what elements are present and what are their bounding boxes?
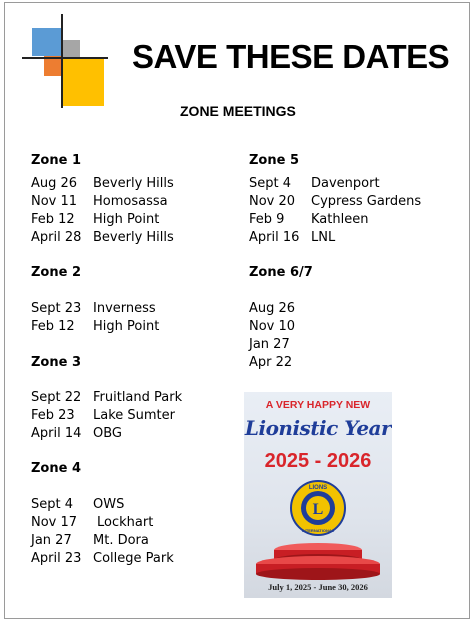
page-subtitle: ZONE MEETINGS — [180, 103, 296, 119]
meeting-date: Apr 22 — [249, 355, 293, 370]
meeting-date: Sept 4 — [31, 497, 74, 512]
meeting-location: Davenport — [311, 176, 380, 191]
meeting-date: Feb 23 — [31, 408, 75, 423]
meeting-date: Aug 26 — [249, 301, 296, 316]
logo-squares — [22, 14, 108, 110]
meeting-date: April 14 — [31, 426, 82, 441]
meeting-row — [31, 211, 160, 229]
meeting-date: Sept 23 — [31, 301, 82, 316]
meeting-date: April 23 — [31, 551, 82, 566]
meeting-date: Nov 20 — [249, 194, 296, 209]
meeting-row — [249, 336, 290, 354]
poster-top-text: A VERY HAPPY NEW — [265, 399, 371, 411]
logo-orange-square — [44, 56, 62, 76]
meeting-date: Feb 12 — [31, 319, 75, 334]
meeting-row — [31, 496, 125, 514]
lionistic-year-poster — [244, 392, 392, 598]
logo-gray-square — [62, 40, 80, 58]
meeting-location: Beverly Hills — [93, 176, 174, 191]
meeting-location: Lake Sumter — [93, 408, 175, 423]
emblem-letter: L — [312, 501, 324, 518]
meeting-row — [249, 318, 295, 336]
zone-heading: Zone 6/7 — [249, 265, 313, 280]
meeting-location: Inverness — [93, 301, 156, 316]
poster-years: 2025 - 2026 — [264, 450, 372, 472]
meeting-location: Lockhart — [97, 515, 154, 530]
meeting-date: Jan 27 — [249, 337, 290, 352]
meeting-location: Mt. Dora — [93, 533, 149, 548]
meeting-date: Nov 17 — [31, 515, 78, 530]
meeting-row — [249, 229, 336, 247]
emblem-bottom-text: INTERNATIONAL — [301, 528, 335, 533]
meeting-date: Aug 26 — [31, 176, 78, 191]
zone-heading: Zone 3 — [31, 355, 82, 370]
meeting-row — [31, 514, 154, 532]
meeting-row — [31, 229, 174, 247]
meeting-row — [31, 407, 175, 425]
meeting-location: High Point — [93, 319, 160, 334]
meeting-date: Nov 11 — [31, 194, 78, 209]
meeting-location: Beverly Hills — [93, 230, 174, 245]
meeting-row — [249, 211, 369, 229]
meeting-row — [249, 193, 422, 211]
meeting-location: OBG — [93, 426, 122, 441]
lions-emblem-podium-illustration — [244, 478, 392, 582]
meeting-location: College Park — [93, 551, 174, 566]
meeting-row — [31, 175, 174, 193]
meeting-location: Kathleen — [311, 212, 369, 227]
meeting-date: Sept 22 — [31, 390, 82, 405]
meeting-location: Homosassa — [93, 194, 168, 209]
meeting-date: Sept 4 — [249, 176, 292, 191]
meeting-date: April 28 — [31, 230, 82, 245]
meeting-date: April 16 — [249, 230, 300, 245]
zone-heading: Zone 5 — [249, 153, 300, 168]
meeting-row — [31, 193, 168, 211]
zone-heading: Zone 1 — [31, 153, 82, 168]
meeting-row — [31, 532, 149, 550]
meeting-date: Nov 10 — [249, 319, 296, 334]
meeting-location: LNL — [311, 230, 336, 245]
meeting-row — [31, 300, 156, 318]
meeting-location: OWS — [93, 497, 125, 512]
poster-footer: July 1, 2025 - June 30, 2026 — [268, 582, 368, 592]
logo-horizontal-line — [22, 57, 108, 59]
meeting-row — [249, 300, 295, 318]
meeting-row — [31, 550, 174, 568]
meeting-location: High Point — [93, 212, 160, 227]
meeting-location: Cypress Gardens — [311, 194, 422, 209]
emblem-top-text: LIONS — [308, 485, 328, 491]
zone-heading: Zone 4 — [31, 461, 82, 476]
meeting-location: Fruitland Park — [93, 390, 183, 405]
meeting-date: Jan 27 — [31, 533, 72, 548]
meeting-date: Feb 9 — [249, 212, 285, 227]
logo-yellow-square — [62, 58, 104, 106]
meeting-row — [31, 318, 160, 336]
meeting-row — [31, 389, 183, 407]
poster-script-text: Lionistic Year — [244, 416, 392, 440]
zone-heading: Zone 2 — [31, 265, 82, 280]
logo-blue-square — [32, 28, 62, 56]
page-title: SAVE THESE DATES — [132, 38, 450, 75]
meeting-row — [31, 425, 122, 443]
meeting-row — [249, 175, 380, 193]
meeting-row — [249, 354, 292, 372]
meeting-date: Feb 12 — [31, 212, 75, 227]
logo-vertical-line — [61, 14, 63, 108]
